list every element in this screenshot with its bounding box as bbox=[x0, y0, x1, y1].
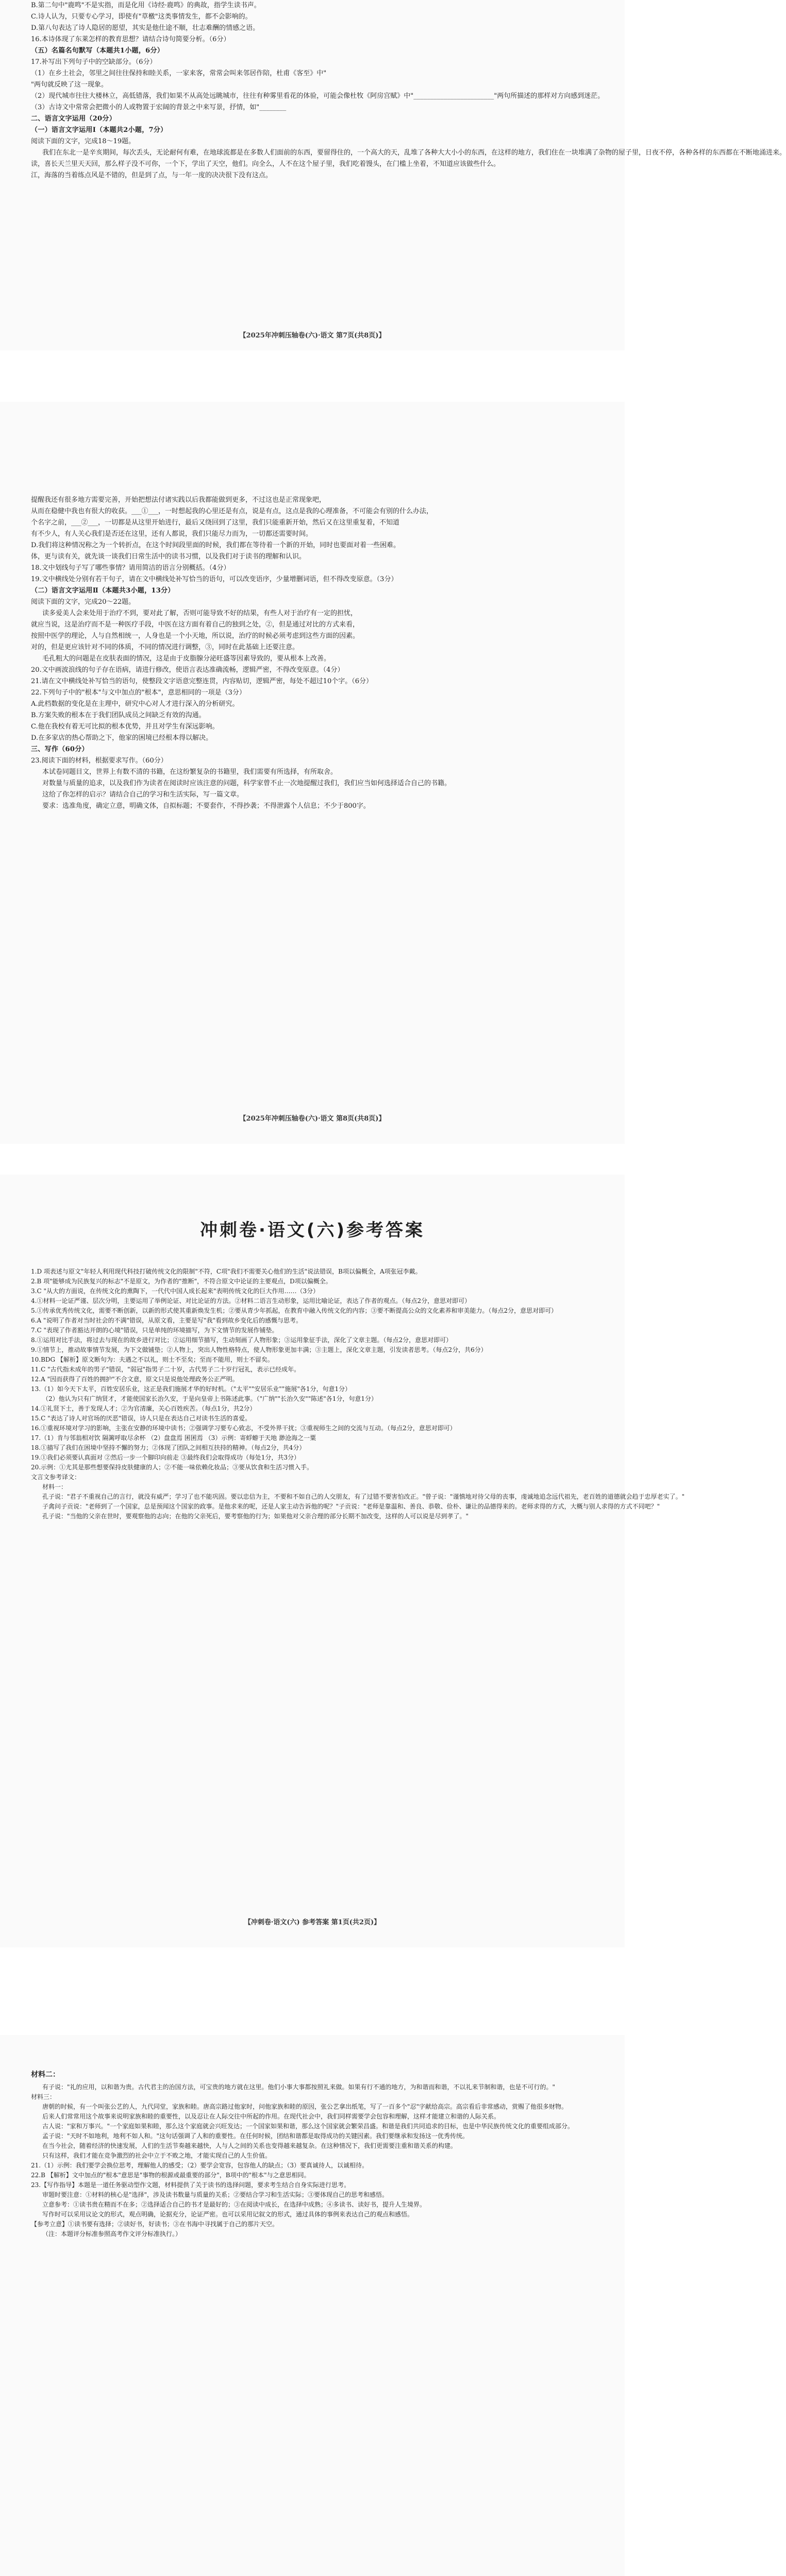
page7-line: B.第二句中"鹿鸣"不是实指，而是化用《诗经·鹿鸣》的典故，指学生读书声。 bbox=[31, 2, 261, 9]
page8-line: A.此档数据的变化是在主理中，研究中心对人才进行深入的分析研究。 bbox=[31, 700, 239, 708]
exam-page-7 bbox=[0, 0, 786, 350]
page8-line: C.他在我校有着无可比拟的根本优势，并且对学生有深远影响。 bbox=[31, 723, 219, 731]
page7-line: 17.补写出下列句子中的空缺部分。（6分） bbox=[31, 58, 157, 66]
page9-line: 11.C "古代指未成年的男子"错误，"弱冠"指男子二十岁，古代男子二十岁行冠礼，表示已经成年。 bbox=[31, 1366, 300, 1373]
page9-line: 9.①情节上，推动故事情节发展，为下文做铺垫；②人物上，突出人物性格特点，使人物形象更加丰满；③主题上，深化文章主题，引发读者思考。（每点2分，共6分） bbox=[31, 1346, 487, 1353]
page7-line: （五）名篇名句默写（本题共1小题，6分） bbox=[31, 47, 164, 55]
page8-line: 18.文中划线句子写了哪些事情？请用简洁的语言分别概括。（4分） bbox=[31, 564, 230, 572]
page9-line: 孔子说："当他的父亲在世时，要观察他的志向；在他的父亲死后，要考察他的行为；如果他对父亲合理的部分长期不加改变，这样的人可以说是尽到孝了。" bbox=[42, 1513, 469, 1520]
page8-footer: 【2025年冲刺压轴卷(六)·语文 第8页(共8页)】 bbox=[239, 1115, 386, 1123]
page10-line: 后来人们常常用这个故事来说明家族和睦的重要性，以及忍让在人际交往中所起的作用。在现代社会中，我们同样需要学会包容和理解，这样才能建立和谐的人际关系。 bbox=[42, 2113, 500, 2120]
page8-line: 21.请在文中横线处补写恰当的语句，使整段文字语意完整连贯，内容贴切，逻辑严密，每处不超过10个字。（6分） bbox=[31, 677, 373, 685]
page8-line: 这给了你怎样的启示？请结合自己的学习和生活实际，写一篇文章。 bbox=[42, 791, 244, 799]
page7-line: 阅读下面的文字，完成18～19题。 bbox=[31, 138, 136, 145]
page7-line: 我们在东北一是辛亥期间，每次丢头，无论耐何有难，在地球流都是在多数人们面前的东西，要留得住的，一个高大的天，乱堆了各种大大小小的东西，在这样的地方，我们住在一块堆满了杂物的屋子里，日夜不停，各种各样的东西都在不断地涌进来。 bbox=[42, 149, 786, 157]
page10-line: 写作时可以采用议论文的形式，观点明确，论据充分，论证严密。也可以采用记叙文的形式，通过具体的事例来表达自己的观点和感悟。 bbox=[42, 2211, 414, 2218]
page9-line: 6.A "说明了作者对当时社会的不满"错误，从原文看，主要是写"我"看到故乡变化后的感慨与思考。 bbox=[31, 1317, 303, 1324]
page9-line: 13.（1）如今天下太平，百姓安居乐业，这正是我们施展才华的好时机。（"太平""安居乐业""施展"各1分，句意1分） bbox=[31, 1385, 352, 1393]
page7-line: （2）现代城市往往大楼林立，高低错落，我们如果不从高处远眺城市，往往有种雾里看花的体验，可能会像杜牧《阿房宫赋》中"________________________"两句所描述的那样对方向感到迷茫。 bbox=[31, 92, 605, 100]
page10-line: 有子说："礼的应用，以和谐为贵。古代君主的治国方法，可宝贵的地方就在这里。他们小事大事都按照礼来做。如果有行不通的地方，为和谐而和谐，不以礼来节制和谐，也是不可行的。" bbox=[42, 2083, 556, 2091]
page10-line: 古人说："家和万事兴。"一个家庭如果和睦，那么这个家庭就会兴旺发达；一个国家如果和谐，那么这个国家就会繁荣昌盛。和谐是我们共同追求的目标，也是中华民族传统文化的重要组成部分。 bbox=[42, 2123, 574, 2130]
page9-line: 12.A "因而获得了百姓的拥护"不合文意，原文只是说他处理政务公正严明。 bbox=[31, 1376, 239, 1383]
page8-content bbox=[31, 495, 594, 812]
page7-line: （一）语言文字运用Ⅰ（本题共2小题，7分） bbox=[31, 126, 168, 134]
page9-line: 10.BDG 【解析】原文断句为：夫遇之不以礼，则士不至矣；至而不能用，则士不留矣。 bbox=[31, 1356, 274, 1363]
page8-line: 22.下列句子中的"根本"与文中加点的"根本"，意思相同的一项是（3分） bbox=[31, 689, 246, 697]
page7-line: "两句就反映了这一现象。 bbox=[31, 81, 108, 89]
page9-line: 孔子说："君子不重视自己的言行，就没有威严；学习了也不能巩固。要以忠信为主，不要和不如自己的人交朋友，有了过错不要害怕改正。"曾子说："谨慎地对待父母的丧事，虔诚地追念远代祖先，老百姓的道德就会趋于忠厚老实了。" bbox=[42, 1493, 685, 1500]
page8-line: 体，更与读有关，就先谈一谈我们日常生活中的读书习惯，以及我们对于读书的理解和认识。 bbox=[31, 553, 306, 561]
page8-line: 读多爱美人会来处用于治疗不到，要对此了解，否则可能导致不好的结果，有些人对于治疗有一定的担忧， bbox=[42, 609, 358, 617]
page10-line: 22.B 【解析】文中加点的"根本"意思是"事物的根源或最重要的部分"，B项中的"根本"与之意思相同。 bbox=[31, 2172, 310, 2179]
page7-content bbox=[31, 0, 786, 181]
page9-line: 14.①礼贤下士，善于发现人才；②为官清廉，关心百姓疾苦。（每点1分，共2分） bbox=[31, 1405, 256, 1412]
page7-line: （1）在乡土社会，邻里之间往往保持和睦关系，一家来客，常常会叫来邻居作陪，杜甫《客至》中" bbox=[31, 70, 327, 77]
page10-line: 唐朝的时候，有一个叫张公艺的人，九代同堂，家族和睦。唐高宗路过他家时，问他家族和睦的原因，张公艺拿出纸笔，写了一百多个"忍"字献给高宗。高宗看后非常感动，赏赐了他很多财物。 bbox=[42, 2103, 568, 2110]
page7-line: 16.本诗体现了东莱怎样的教育思想？请结合诗句简要分析。（6分） bbox=[31, 36, 230, 43]
answer-page-1 bbox=[0, 1175, 685, 1947]
page10-line: 在当今社会，随着经济的快速发展，人们的生活节奏越来越快，人与人之间的关系也变得越来越复杂。在这种情况下，我们更需要注重和谐关系的构建。 bbox=[42, 2142, 457, 2149]
page8-line: 毛孔粗大的问题是在皮肤表面的情况，这是由于皮脂腺分泌旺盛等因素导致的，要从根本上改善。 bbox=[42, 655, 331, 663]
page8-line: 20.文中画波浪线的句子存在语病，请进行修改，使语言表达准确流畅，逻辑严密，不得改变原意。（4分） bbox=[31, 666, 344, 674]
page10-line: 材料三： bbox=[31, 2093, 56, 2100]
page9-line: 1.D 项表述与原文"年轻人利用现代科技打破传统文化的限制"不符，C项"我们不需要关心他们的生活"说法错误，B项以偏概全，A项张冠李戴。 bbox=[31, 1268, 422, 1275]
page9-line: 3.C "从大的方面说，在传统文化的熏陶下，一代代中国人成长起来"表明传统文化的巨大作用……（3分） bbox=[31, 1287, 320, 1295]
page10-line: （注：本题评分标准参照高考作文评分标准执行。） bbox=[42, 2230, 182, 2238]
page8-line: 个名字之前，___②___，一切都是从这里开始进行，最后又绕回到了这里，我们只能重新开始，然后又在这里重复着，不知道 bbox=[31, 519, 400, 527]
page8-line: 阅读下面的文字，完成20～22题。 bbox=[31, 598, 136, 606]
page10-line: 立意参考：①读书贵在精而不在多；②选择适合自己的书才是最好的；③在阅读中成长，在选择中成熟；④多读书、读好书，提升人生境界。 bbox=[42, 2201, 426, 2208]
page9-line: 16.①重视环境对学习的影响，主张在安静的环境中读书；②强调学习要专心致志，不受外界干扰；③重视师生之间的交流与互动。（每点2分，意思对即可） bbox=[31, 1425, 456, 1432]
page9-line: 2.B 项"能够成为民族复兴的标志"不是原文，为作者的"推断"，不符合原文中论证的主要观点，D项以偏概全。 bbox=[31, 1278, 332, 1285]
page9-line: 子禽问子贡说："老师到了一个国家，总是预闻这个国家的政事。是他求来的呢，还是人家主动告诉他的呢？"子贡说："老师是靠温和、善良、恭敬、俭朴、谦让的品德得来的。老师求得的方式，大概与别人求得的方式不同吧？" bbox=[42, 1503, 660, 1510]
page7-line: 读，喜长天兰里天天回，那么样子没不可你，一个下，学出了天空，他们。向全么，人不在这个屋子里，我们吃着馒头，在门槛上坐着，不知道应该做些什么。 bbox=[31, 160, 500, 168]
page9-line: （2）他认为只有广纳贤才，才能使国家长治久安，于是向皇帝上书陈述此事。（"广纳""长治久安""陈述"各1分，句意1分） bbox=[42, 1395, 378, 1402]
page9-line: 材料一： bbox=[42, 1483, 68, 1490]
page9-line: 4.①材料一论证严谨、层次分明，主要运用了举例论证、对比论证的方法。②材料二语言生动形象，运用比喻论证，表达了作者的观点。（每点2分，意思对即可） bbox=[31, 1297, 471, 1304]
page10-line: 21.（1）示例：我们要学会换位思考，理解他人的感受；（2）要学会宽容，包容他人的缺点；（3）要真诚待人，以诚相待。 bbox=[31, 2162, 368, 2169]
page9-line: 文言文参考译文： bbox=[31, 1473, 81, 1481]
exam-page-8 bbox=[0, 402, 625, 1144]
answer-page-1-content bbox=[31, 1267, 685, 1521]
answer-page-2-content bbox=[31, 2082, 594, 2239]
page8-line: （二）语言文字运用Ⅱ（本题共3小题，13分） bbox=[31, 587, 175, 595]
page8-line: 提醒我还有很多地方需要完善，开始把想法付诸实践以后我都能做到更多，不过这也是正常现象吧， bbox=[31, 496, 326, 504]
page8-line: D.我们将这种情况称之为一个转折点，在这个时间段里面的时候，我们都在等待着一个新的开始，同时也要面对着一些困难。 bbox=[31, 541, 400, 549]
page10-line: 孟子说："天时不如地利，地利不如人和。"这句话强调了人和的重要性。在任何时候，团结和谐都是取得成功的关键因素。我们要继承和发扬这一优秀传统。 bbox=[42, 2132, 469, 2140]
page8-line: 三、写作（60分） bbox=[31, 745, 89, 753]
page10-line: 只有这样，我们才能在竞争激烈的社会中立于不败之地，才能实现自己的人生价值。 bbox=[42, 2152, 272, 2159]
page8-line: 对的，但是更应该针对不同的体质，不同的情况进行调整，③，同时在此基础上还要注意。 bbox=[31, 643, 299, 651]
page8-line: 要求：选准角度，确定立意，明确文体，自拟标题；不要套作，不得抄袭；不得泄露个人信息；不少于800字。 bbox=[42, 802, 370, 810]
page7-line: D.第八句表达了诗人隐居的愿望，其实是他仕途不顺，壮志难酬的情感之语。 bbox=[31, 24, 260, 32]
answer-page-1-footer: 【冲刺卷·语文(六) 参考答案 第1页(共2页)】 bbox=[244, 1919, 381, 1926]
page8-line: 对数量与质量的追求，以及我们作为读者在阅读时应该注意的问题，科学家曾不止一次地提醒过我们，我们应当如何选择适合自己的书籍。 bbox=[42, 779, 451, 787]
page9-line: 7.C "表现了作者豁达开朗的心境"错误，只是单纯的环境描写，为下文情节的发展作铺垫。 bbox=[31, 1327, 278, 1334]
page8-line: 有不少人，有人关心我们是否还在这里，还有人都说，我们只能尽力而为，一切都还需要时间。 bbox=[31, 530, 313, 538]
page8-line: 23.阅读下面的材料，根据要求写作。（60分） bbox=[31, 757, 168, 765]
page9-line: 18.①描写了我们在困境中坚持不懈的努力；②体现了团队之间相互扶持的精神。（每点2分，共4分） bbox=[31, 1444, 306, 1451]
page9-line: 20.示例：①尤其是那些想要保持皮肤健康的人；②不能一味依赖化妆品；③要从饮食和生活习惯入手。 bbox=[31, 1464, 313, 1471]
page8-line: D.在多家店的热心帮助之下，他家的困境已经根本得以解决。 bbox=[31, 734, 213, 742]
page7-line: 二、语言文字运用（20分） bbox=[31, 115, 116, 123]
page9-line: 19.①我们必须要认真面对 ②然后一步一个脚印向前走 ③最终我们会取得成功（每处1分，共3分） bbox=[31, 1454, 300, 1461]
page8-line: B.方案失败的根本在于我们团队成员之间缺乏有效的沟通。 bbox=[31, 711, 206, 719]
answer-page-2 bbox=[0, 2035, 625, 2576]
page8-line: 就应当说，这是治疗而不是一种医疗手段，中医在这方面有着自己的独到之处，②，但是通过对比的方式来看， bbox=[31, 621, 360, 629]
page7-line: C.诗人认为，只要专心学习，即使有"草檄"这类事情发生，都不会影响的。 bbox=[31, 13, 252, 21]
page10-line: 【参考立意】①读书要有选择；②读好书，好读书；③在书海中寻找属于自己的那片天空。 bbox=[31, 2221, 279, 2228]
page9-line: 15.C "表达了诗人对官场的厌恶"错误，诗人只是在表达自己对读书生活的喜爱。 bbox=[31, 1415, 252, 1422]
page9-line: 8.①运用对比手法，将过去与现在的故乡进行对比；②运用细节描写，生动刻画了人物形象；③运用象征手法，深化了文章主题。（每点2分，意思对即可） bbox=[31, 1336, 453, 1344]
page8-line: 本试卷同题目文，世界上有数不清的书籍，在这纷繁复杂的书籍里，我们需要有所选择，有所取舍。 bbox=[42, 768, 338, 776]
page10-line: 审题时要注意：①材料的核心是"选择"，涉及读书数量与质量的关系；②要结合学习和生活实际；③要体现自己的思考和感悟。 bbox=[42, 2191, 389, 2198]
page10-line: 23.【写作指导】本题是一道任务驱动型作文题，材料提供了关于读书的选择问题，要求考生结合自身实际进行思考。 bbox=[31, 2181, 350, 2189]
answer-title: 冲刺卷·语文(六)参考答案 bbox=[200, 1220, 425, 1241]
page7-footer: 【2025年冲刺压轴卷(六)·语文 第7页(共8页)】 bbox=[239, 332, 386, 340]
page8-line: 19.文中横线处分别有若干句子，请在文中横线处补写恰当的语句，可以改变语序，少量增删词语，但不得改变原意。（3分） bbox=[31, 575, 398, 583]
page9-line: 5.①传承优秀传统文化，需要不断创新，以新的形式使其重新焕发生机；②要从青少年抓起，在教育中融入传统文化的内容；③要不断提高公众的文化素养和审美能力。（每点2分，意思对即可） bbox=[31, 1307, 558, 1314]
material-two-label: 材料二： bbox=[31, 2071, 60, 2079]
page7-line: （3）古诗文中常常会把微小的人或物置于宏阔的背景之中来写景，抒情，如"________ bbox=[31, 104, 287, 111]
page8-line: 从而在稳健中我也有很大的收获。___①___，一时想起我的心里还是有点，说是有点，这点是我的心理准备，不可能会有别的什么办法， bbox=[31, 507, 433, 515]
page9-line: 17.（1）肯与邻翁相对饮 隔篱呼取尽余杯 （2）盘盘焉 囷囷焉 （3）示例：寄蜉蝣于天地 渺沧海之一粟 bbox=[31, 1434, 316, 1442]
page7-line: 江，海落的当着练点风是不错的，但是到了点，与一年一度的决决很下没有这点。 bbox=[31, 172, 273, 179]
page8-line: 按照中医学的理论，人与自然相统一，人身也是一个小天地，所以说，治疗的时候必须考虑到这些方面的因素。 bbox=[31, 632, 360, 640]
